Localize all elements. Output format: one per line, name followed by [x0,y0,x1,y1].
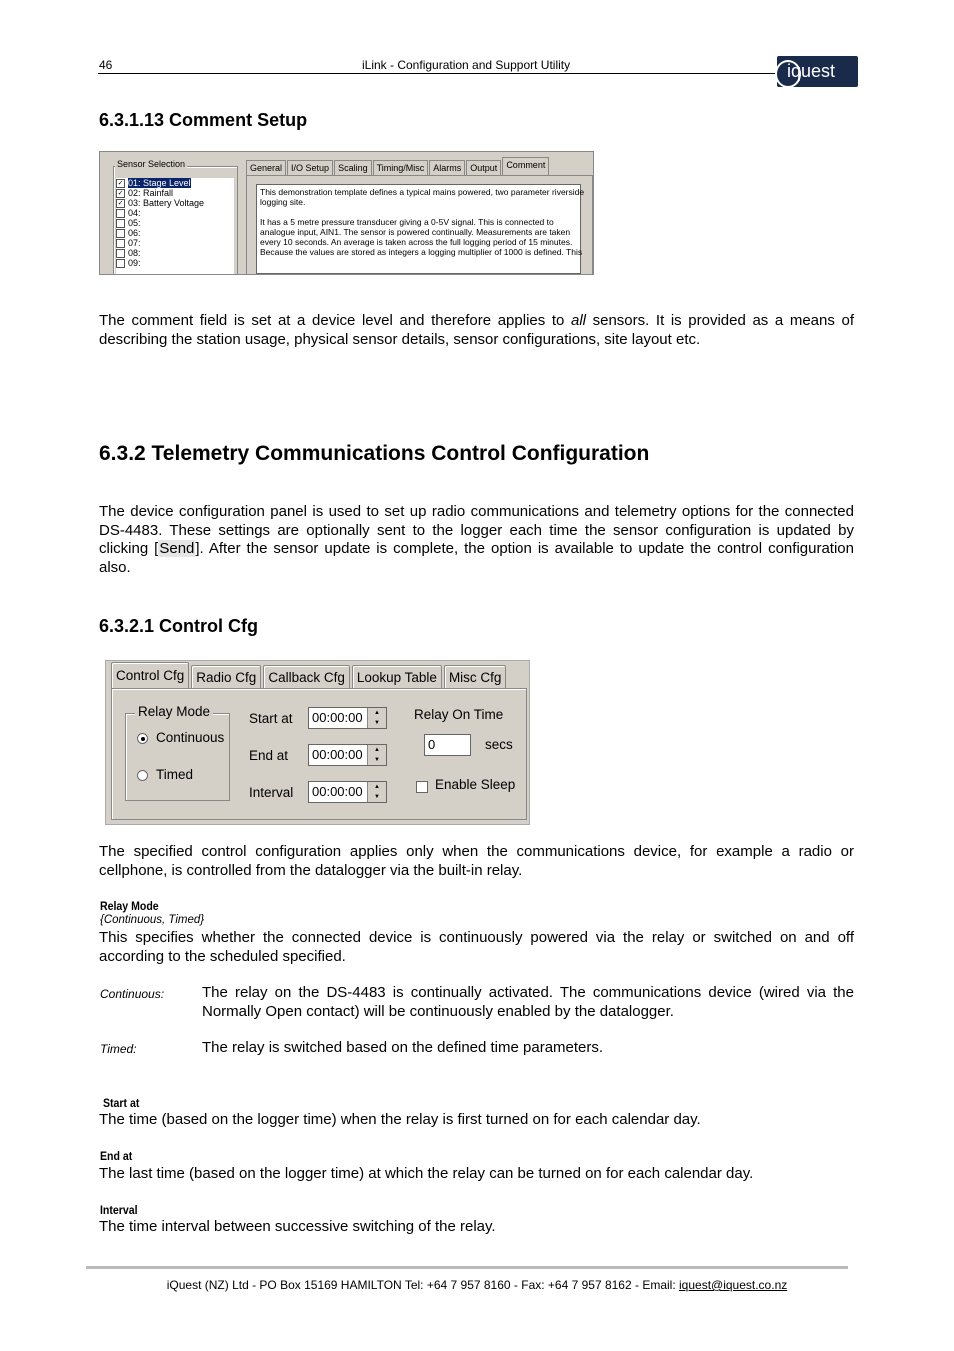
footer-rule [86,1266,848,1269]
sensor-item-label: 09: [128,258,141,268]
sensor-item[interactable] [116,258,234,268]
comment-line: every 10 seconds. An average is taken across the full logging period of 15 minutes. [260,237,573,247]
tab-output[interactable]: Output [466,160,501,175]
control-cfg-screenshot [105,660,530,825]
sensor-tabs [246,160,550,175]
checkbox-icon[interactable] [116,239,125,248]
start-at-description: The time (based on the logger time) when the relay is first turned on for each calendar day. [99,1111,701,1128]
footer: iQuest (NZ) Ltd - PO Box 15169 HAMILTON Tel: +64 7 957 8160 - Fax: +64 7 957 8162 - Email: iquest@iquest.co.nz [166,1278,788,1292]
checked-checkbox-icon[interactable]: ✓ [117,189,124,197]
relay-on-time-input[interactable]: 0 [424,734,471,756]
comment-line: It has a 5 metre pressure transducer giving a 0-5V signal. This is connected to [260,217,554,227]
sensor-selection-title: Sensor Selection [117,159,186,169]
interval-label: Interval [249,785,294,800]
start-at-subheading: Start at [103,1096,140,1110]
sensor-list[interactable] [116,178,234,275]
sensor-item[interactable] [116,188,234,198]
sensor-item-label: 06: [128,228,141,238]
continuous-description: The relay on the DS-4483 is continually activated. The communications device (wired via the Normally Open contact) will be continuously enabled by the datalogger. [202,984,854,1020]
tab-i-o-setup[interactable]: I/O Setup [287,160,333,175]
iquest-logo [777,56,858,87]
end-at-description: The last time (based on the logger time) at which the relay can be turned on for each calendar day. [99,1165,754,1182]
sensor-item[interactable] [116,208,234,218]
interval-spinner-icon[interactable]: ▲ ▼ [367,782,386,802]
enable-sleep-label: Enable Sleep [435,777,516,792]
sensor-item-label: 03: Battery Voltage [128,198,205,208]
tab-callback-cfg[interactable]: Callback Cfg [263,665,350,688]
sensor-item[interactable] [116,238,234,248]
checkbox-icon[interactable] [116,229,125,238]
relay-mode-group [125,713,230,801]
timed-label: Timed [156,767,194,782]
config-tabs [111,665,508,688]
header-rule [98,73,858,74]
section-heading-control-cfg: 6.3.2.1 Control Cfg [99,616,259,636]
comment-line: Because the values are stored as integers a logging multiplier of 1000 is defined. This [260,247,583,257]
sensor-item-label: 05: [128,218,141,228]
start-at-spinner-icon[interactable]: ▲ ▼ [367,708,386,728]
end-at-spinner-icon[interactable]: ▲ ▼ [367,745,386,765]
comment-setup-screenshot [99,151,594,275]
start-at-input[interactable]: 00:00:00 ▲ ▼ [308,707,387,729]
relay-mode-title: Relay Mode [135,704,213,719]
tab-alarms[interactable]: Alarms [429,160,465,175]
tab-lookup-table[interactable]: Lookup Table [352,665,442,688]
enable-sleep-checkbox[interactable] [416,781,428,793]
secs-label: secs [485,737,513,752]
comment-line: This demonstration template defines a typical mains powered, two parameter riverside [260,187,585,197]
timed-radio[interactable] [137,770,148,781]
checked-checkbox-icon[interactable]: ✓ [117,179,124,187]
checkbox-icon[interactable] [116,209,125,218]
timed-description: The relay is switched based on the defined time parameters. [202,1039,604,1056]
continuous-term: Continuous: [100,987,165,1001]
sensor-item-label: 01: Stage Level [128,178,191,188]
control-cfg-paragraph: The specified control configuration applies only when the communications device, for example a radio or cellphone, is controlled from the datalogger via the built-in relay. [99,843,854,879]
comment-line: analogue input, AIN1. The sensor is powered continually. Measurements are taken [260,227,571,237]
relay-mode-subheading: Relay Mode [100,899,159,913]
tab-control-cfg[interactable]: Control Cfg [111,662,189,688]
footer-email-link[interactable]: iquest@iquest.co.nz [679,1278,788,1292]
comment-line [260,207,577,217]
tab-general[interactable]: General [246,160,286,175]
relay-mode-description: This specifies whether the connected device is continuously powered via the relay or switched on and off according to the scheduled specified. [99,929,854,965]
continuous-label: Continuous [156,730,225,745]
logo-text: iquest [787,61,836,81]
document-title: iLink - Configuration and Support Utility [362,58,571,72]
start-at-label: Start at [249,711,293,726]
sensor-item[interactable] [116,218,234,228]
tab-radio-cfg[interactable]: Radio Cfg [191,665,261,688]
end-at-subheading: End at [100,1149,133,1163]
tab-comment[interactable]: Comment [502,157,549,175]
comment-textarea[interactable] [256,184,585,274]
checkbox-icon[interactable] [116,259,125,268]
sensor-item[interactable] [116,228,234,238]
interval-description: The time interval between successive switching of the relay. [99,1218,496,1235]
tab-misc-cfg[interactable]: Misc Cfg [444,665,507,688]
end-at-label: End at [249,748,289,763]
continuous-radio[interactable] [137,733,148,744]
timed-term: Timed: [100,1042,137,1056]
tab-timing-misc[interactable]: Timing/Misc [373,160,429,175]
checkbox-icon[interactable] [116,249,125,258]
section-heading-comment-setup: 6.3.1.13 Comment Setup [99,110,308,130]
telemetry-paragraph: The device configuration panel is used to set up radio communications and telemetry options for the connected DS-4483. These settings are optionally sent to the logger each time the sensor configuration is updated by clicking [Send]. After the sensor update is complete, the option is available to update the control configuration also. [99,503,854,576]
sensor-item[interactable] [116,178,234,188]
tab-scaling[interactable]: Scaling [334,160,372,175]
send-button-reference: Send [159,540,195,557]
sensor-item[interactable] [116,248,234,258]
checked-checkbox-icon[interactable]: ✓ [117,199,124,207]
sensor-item-label: 02: Rainfall [128,188,174,198]
sensor-item[interactable] [116,198,234,208]
relay-on-time-label: Relay On Time [414,707,504,722]
sensor-item-label: 04: [128,208,141,218]
page-number: 46 [99,58,113,72]
end-at-input[interactable]: 00:00:00 ▲ ▼ [308,744,387,766]
relay-mode-options: {Continuous, Timed} [100,914,205,926]
sensor-item-label: 07: [128,238,141,248]
interval-subheading: Interval [100,1203,138,1217]
comment-paragraph: The comment field is set at a device level and therefore applies to all sensors. It is provided as a means of describing the station usage, physical sensor details, sensor configurations, site layout etc. [99,312,854,348]
sensor-item-label: 08: [128,248,141,258]
checkbox-icon[interactable] [116,219,125,228]
interval-input[interactable]: 00:00:00 ▲ ▼ [308,781,387,803]
comment-line: logging site. [260,197,306,207]
section-heading-telemetry: 6.3.2 Telemetry Communications Control Configuration [99,442,650,465]
